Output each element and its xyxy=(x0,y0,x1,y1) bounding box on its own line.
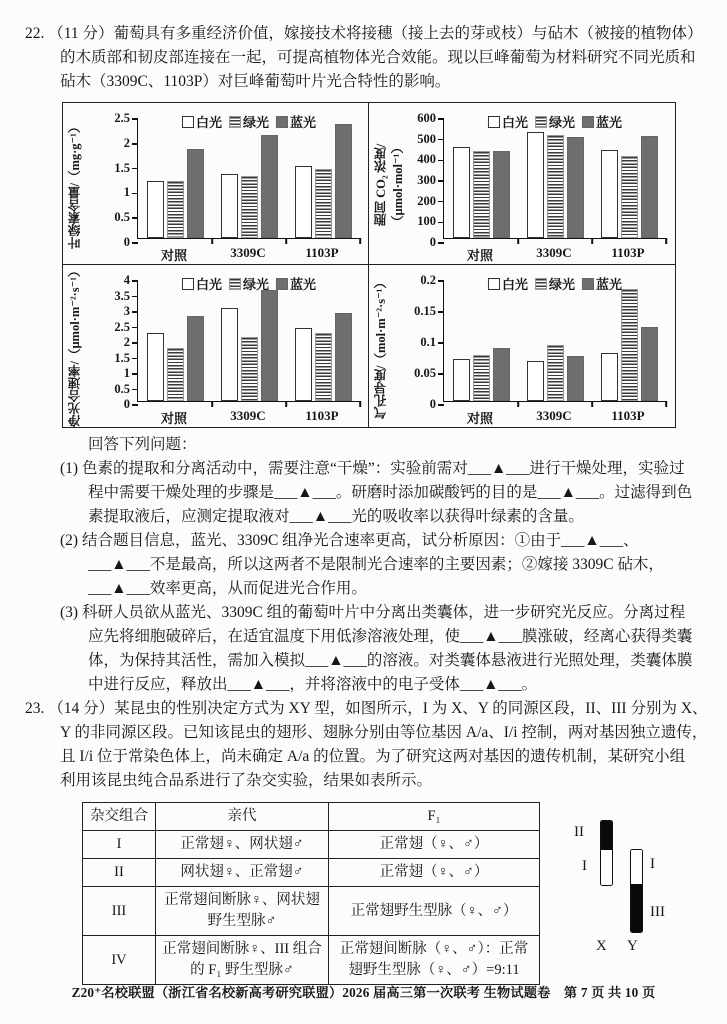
sub-question-line: (3) 科研人员欲从蓝光、3309C 组的葡萄叶片中分离出类囊体，进一步研究光反应。分离过程 xyxy=(60,604,686,621)
bar-white xyxy=(221,308,238,401)
bar-stripes xyxy=(621,289,638,401)
x-tick-mark xyxy=(517,238,519,244)
legend-swatch-stripes xyxy=(229,116,241,128)
legend-item xyxy=(535,274,575,293)
x-tick-mark xyxy=(665,238,667,244)
y-tick-label: 0.05 xyxy=(414,366,436,381)
x-nonhomologous-segment xyxy=(601,821,612,850)
legend xyxy=(488,112,622,131)
y-tick-label: 0 xyxy=(123,235,130,250)
sub-question-line: ___▲___不是最高，所以这两者不是限制光合速率的主要因素；②嫁接 3309C 砧木， xyxy=(88,556,664,573)
legend-label: 蓝光 xyxy=(596,115,623,130)
y-tick-label: 0 xyxy=(429,235,436,250)
question-22-sub2 xyxy=(60,529,727,601)
legend-label: 白光 xyxy=(501,115,528,130)
cross-id: IV xyxy=(83,936,156,985)
table-row xyxy=(83,887,540,936)
legend-swatch-white xyxy=(182,278,194,290)
table-header-row xyxy=(83,803,540,831)
table-row xyxy=(83,831,540,859)
question-23-line: 23. （14 分）某昆虫的性别决定方式为 XY 型，如图所示，I 为 X、Y 的同源区段，II、III 分别为 X、 xyxy=(25,700,708,717)
y-tick-mark xyxy=(438,180,444,182)
x-category-label: 3309C xyxy=(230,245,266,260)
x-category-label: 1103P xyxy=(305,245,339,260)
y-tick-label: 1 xyxy=(123,366,130,381)
question-22-sub3 xyxy=(60,601,727,697)
y-tick-label: 0.5 xyxy=(114,381,130,396)
bar-solid xyxy=(335,313,352,401)
bar-white xyxy=(453,359,470,401)
y-tick-label: 0 xyxy=(429,397,436,412)
f1-cell: 正常翅野生型脉（♀、♂） xyxy=(329,887,540,936)
y-tick-label: 1 xyxy=(123,185,130,200)
bar-white xyxy=(601,150,618,238)
x-tick-mark xyxy=(517,401,519,407)
bar-white xyxy=(295,166,312,238)
bar-group xyxy=(295,313,352,401)
y-tick-mark xyxy=(132,358,138,360)
legend-label: 绿光 xyxy=(242,115,270,130)
y-tick-label: 2 xyxy=(123,135,130,150)
y-tick-mark xyxy=(132,193,138,195)
bar-stripes xyxy=(241,337,258,401)
bar-group xyxy=(147,316,204,401)
y-tick-mark xyxy=(132,280,138,282)
y-tick-mark xyxy=(438,139,444,141)
col-header-cross: 杂交组合 xyxy=(83,803,156,831)
question-22-line: 的木质部和韧皮部连接在一起，可提高植物体光合效能。现以巨峰葡萄为材料研究不同光质和 xyxy=(60,49,696,66)
sub-question-line: 中进行反应，释放出___▲___，并将溶液中的电子受体___▲___。 xyxy=(88,676,538,693)
question-23-line: Y 的非同源区段。已知该昆虫的翅形、翅脉分别由等位基因 A/a、I/i 控制，两对基因独立遗传， xyxy=(60,724,708,741)
y-tick-label: 2.5 xyxy=(114,319,130,334)
y-tick-mark xyxy=(438,160,444,162)
x-axis-labels xyxy=(137,408,359,427)
legend-swatch-solid xyxy=(582,278,594,290)
bar-stripes xyxy=(167,181,184,238)
bar-stripes xyxy=(621,156,638,238)
y-homologous-segment xyxy=(631,850,642,884)
x-homologous-segment xyxy=(601,850,612,885)
x-tick-mark xyxy=(285,401,287,407)
segment-label-ii: II xyxy=(574,824,584,840)
bar-solid xyxy=(641,136,658,238)
y-axis-label: 叶绿素含量/（mg·g⁻¹） xyxy=(68,120,82,250)
bar-white xyxy=(601,353,618,401)
legend-item xyxy=(488,112,528,131)
y-nonhomologous-segment xyxy=(631,884,642,932)
y-tick-label: 2 xyxy=(123,335,130,350)
f1-cell: 正常翅（♀、♂） xyxy=(329,831,540,859)
chart-chlorophyll-content xyxy=(63,103,369,265)
bar-stripes xyxy=(547,345,564,401)
bar-solid xyxy=(261,290,278,401)
x-axis-labels xyxy=(137,245,359,264)
legend xyxy=(488,274,622,293)
x-category-label: 3309C xyxy=(536,408,572,423)
legend-label: 白光 xyxy=(195,115,222,130)
y-tick-mark xyxy=(438,118,444,120)
y-chromosome-label: Y xyxy=(627,938,638,954)
x-category-label: 对照 xyxy=(466,411,493,426)
bar-white xyxy=(147,181,164,238)
legend-swatch-solid xyxy=(276,278,288,290)
plot-area xyxy=(114,111,360,250)
x-tick-mark xyxy=(285,238,287,244)
f1-cell: 正常翅间断脉（♀、♂）：正常翅野生型脉（♀、♂）=9:11 xyxy=(329,936,540,985)
y-tick-mark xyxy=(438,222,444,224)
bar-solid xyxy=(493,348,510,401)
legend-label: 蓝光 xyxy=(596,277,623,292)
bar-white xyxy=(453,147,470,238)
legend-swatch-stripes xyxy=(535,116,547,128)
y-tick-mark xyxy=(438,342,444,344)
x-tick-mark xyxy=(211,401,213,407)
legend-label: 绿光 xyxy=(242,277,270,292)
y-chromosome xyxy=(630,849,643,933)
bar-stripes xyxy=(547,135,564,238)
bar-group xyxy=(221,135,278,238)
y-tick-mark xyxy=(132,242,138,244)
x-axis-labels xyxy=(443,245,665,264)
y-tick-mark xyxy=(438,280,444,282)
y-axis-label: 胞间 CO₂ 浓度/（μmol·mol⁻¹） xyxy=(374,141,405,229)
y-tick-mark xyxy=(132,118,138,120)
y-tick-label: 200 xyxy=(417,193,436,208)
legend-swatch-stripes xyxy=(535,278,547,290)
parents-cell: 网状翅♀、正常翅♂ xyxy=(156,859,329,887)
x-category-label: 1103P xyxy=(611,408,645,423)
legend-label: 绿光 xyxy=(548,115,576,130)
y-tick-label: 500 xyxy=(417,131,436,146)
legend-swatch-stripes xyxy=(229,278,241,290)
legend-label: 蓝光 xyxy=(290,277,317,292)
bar-group xyxy=(147,149,204,238)
plot-area xyxy=(417,111,666,250)
legend-swatch-white xyxy=(488,116,500,128)
question-22-intro xyxy=(25,22,713,94)
bar-stripes xyxy=(473,355,490,402)
bar-stripes xyxy=(167,348,184,401)
col-header-f1: F₁ xyxy=(329,803,540,831)
col-header-parents: 亲代 xyxy=(156,803,329,831)
bar-solid xyxy=(261,135,278,238)
question-23-intro xyxy=(25,697,713,793)
y-tick-label: 100 xyxy=(417,214,436,229)
bar-solid xyxy=(567,356,584,401)
bar-stripes xyxy=(241,176,258,238)
bar-solid xyxy=(641,327,658,401)
bar-group xyxy=(295,124,352,238)
segment-label-iii: III xyxy=(650,904,665,920)
parents-cell: 正常翅♀、网状翅♂ xyxy=(156,831,329,859)
parents-cell: 正常翅间断脉♀、网状翅野生型脉♂ xyxy=(156,887,329,936)
x-tick-mark xyxy=(591,238,593,244)
legend-label: 白光 xyxy=(501,277,528,292)
chart-net-photosynthesis xyxy=(63,265,369,427)
sub-question-line: (1) 色素的提取和分离活动中，需要注意“干燥”：实验前需对___▲___进行干燥处理，实验过 xyxy=(60,460,685,477)
plot-area xyxy=(114,273,360,412)
segment-label-i-x: I xyxy=(582,858,587,874)
legend-swatch-white xyxy=(488,278,500,290)
question-23-line: 且 I/i 位于常染色体上，尚未确定 A/a 的位置。为了研究这两对基因的遗传机制，某研究小组 xyxy=(60,748,686,765)
x-category-label: 3309C xyxy=(536,245,572,260)
y-tick-mark xyxy=(438,404,444,406)
bar-white xyxy=(221,174,238,238)
cross-id: I xyxy=(83,831,156,859)
legend-label: 蓝光 xyxy=(290,115,317,130)
x-tick-mark xyxy=(591,401,593,407)
bar-group xyxy=(601,136,658,238)
legend-item xyxy=(582,112,622,131)
y-tick-mark xyxy=(132,327,138,329)
x-category-label: 对照 xyxy=(160,411,187,426)
y-tick-mark xyxy=(438,242,444,244)
y-tick-mark xyxy=(132,296,138,298)
legend-item xyxy=(535,112,575,131)
table-row xyxy=(83,859,540,887)
y-tick-mark xyxy=(132,311,138,313)
legend-label: 绿光 xyxy=(548,277,576,292)
legend xyxy=(182,112,316,131)
x-chromosome xyxy=(600,820,613,886)
legend-item xyxy=(582,274,622,293)
x-axis-labels xyxy=(443,408,665,427)
y-tick-label: 2.5 xyxy=(114,111,130,126)
y-tick-mark xyxy=(438,373,444,375)
y-tick-label: 300 xyxy=(417,173,436,188)
bar-group xyxy=(453,147,510,238)
parents-cell: 正常翅间断脉♀、III 组合的 F₁ 野生型脉♂ xyxy=(156,936,329,985)
y-tick-label: 600 xyxy=(417,111,436,126)
legend-item xyxy=(276,274,316,293)
chart-intercellular-co2 xyxy=(369,103,675,265)
x-category-label: 1103P xyxy=(611,245,645,260)
x-category-label: 3309C xyxy=(230,408,266,423)
legend-item xyxy=(229,274,269,293)
legend-item xyxy=(488,274,528,293)
y-tick-label: 4 xyxy=(123,273,130,288)
chart-grid xyxy=(62,102,676,428)
y-tick-label: 0 xyxy=(123,397,130,412)
legend-swatch-solid xyxy=(582,116,594,128)
x-tick-mark xyxy=(359,238,361,244)
sub-question-line: 应先将细胞破碎后，在适宜温度下用低渗溶液处理，使___▲___膜涨破，经离心获得类囊 xyxy=(88,628,693,645)
cross-id: III xyxy=(83,887,156,936)
legend-swatch-solid xyxy=(276,116,288,128)
y-axis-label: 净光合速率/（μmol·m⁻²·s⁻¹） xyxy=(68,264,82,427)
x-tick-mark xyxy=(211,238,213,244)
y-tick-label: 1.5 xyxy=(114,160,130,175)
bar-white xyxy=(147,333,164,401)
legend-label: 白光 xyxy=(195,277,222,292)
question-22-line: 砧木（3309C、1103P）对巨峰葡萄叶片光合特性的影响。 xyxy=(60,73,451,90)
y-tick-label: 400 xyxy=(417,152,436,167)
bar-stripes xyxy=(315,333,332,401)
bar-solid xyxy=(567,137,584,238)
legend-item xyxy=(182,112,222,131)
y-tick-label: 0.1 xyxy=(420,335,436,350)
bar-white xyxy=(295,328,312,401)
y-tick-label: 3 xyxy=(123,304,130,319)
plot-area xyxy=(414,273,666,412)
x-category-label: 1103P xyxy=(305,408,339,423)
y-tick-mark xyxy=(132,342,138,344)
cross-id: II xyxy=(83,859,156,887)
sub-question-line: 体，为保持其活性，需加入模拟___▲___的溶液。对类囊体悬液进行光照处理，类囊体膜 xyxy=(88,652,693,669)
bar-group xyxy=(453,348,510,401)
x-tick-mark xyxy=(665,401,667,407)
y-tick-label: 3.5 xyxy=(114,288,130,303)
x-chromosome-label: X xyxy=(596,938,607,954)
bar-stripes xyxy=(315,169,332,238)
bar-solid xyxy=(187,149,204,238)
legend-item xyxy=(229,112,269,131)
bar-group xyxy=(221,290,278,401)
legend-swatch-white xyxy=(182,116,194,128)
y-tick-mark xyxy=(132,143,138,145)
bar-stripes xyxy=(473,151,490,238)
legend-item xyxy=(276,112,316,131)
x-category-label: 对照 xyxy=(466,248,493,263)
y-tick-mark xyxy=(132,373,138,375)
table-row xyxy=(83,936,540,985)
answer-prompt: 回答下列问题： xyxy=(88,436,197,453)
bar-group xyxy=(527,132,584,238)
bar-group xyxy=(527,345,584,401)
sub-question-line: (2) 结合题目信息，蓝光、3309C 组净光合速率更高，试分析原因：①由于___▲___、 xyxy=(60,532,639,549)
x-category-label: 对照 xyxy=(160,248,187,263)
y-tick-mark xyxy=(132,168,138,170)
f1-cell: 正常翅（♀、♂） xyxy=(329,859,540,887)
bar-group xyxy=(601,289,658,401)
y-axis-label: 气孔导度/（mol·m⁻²·s⁻¹） xyxy=(374,276,388,419)
bar-white xyxy=(527,361,544,401)
question-23-line: 利用该昆虫纯合品系进行了杂交实验，结果如表所示。 xyxy=(60,772,433,789)
question-22-line: 22. （11 分）葡萄具有多重经济价值，嫁接技术将接穗（接上去的芽或枝）与砧木（被接的植物体） xyxy=(25,25,703,42)
sub-question-line: ___▲___效率更高，从而促进光合作用。 xyxy=(88,580,367,597)
y-tick-label: 0.15 xyxy=(414,304,436,319)
chromosome-diagram xyxy=(564,808,689,968)
x-tick-mark xyxy=(359,401,361,407)
y-tick-mark xyxy=(438,201,444,203)
legend-item xyxy=(182,274,222,293)
segment-label-i-y: I xyxy=(650,856,655,872)
bar-solid xyxy=(493,151,510,238)
legend xyxy=(182,274,316,293)
page-footer: Z20⁺名校联盟（浙江省名校新高考研究联盟）2026 届高三第一次联考 生物试题卷 第 7 页 共 10 页 xyxy=(71,985,656,1000)
bar-white xyxy=(527,132,544,238)
question-22-sub1 xyxy=(60,457,727,529)
sub-question-line: 程中需要干燥处理的步骤是___▲___。研磨时添加碳酸钙的目的是___▲___。过滤得到色 xyxy=(88,484,693,501)
y-tick-label: 0.5 xyxy=(114,210,130,225)
y-tick-mark xyxy=(132,389,138,391)
y-tick-label: 1.5 xyxy=(114,350,130,365)
chart-stomatal-conductance xyxy=(369,265,675,427)
sub-question-line: 素提取液后，应测定提取液对___▲___光的吸收率以获得叶绿素的含量。 xyxy=(88,508,584,525)
y-tick-mark xyxy=(132,217,138,219)
y-tick-mark xyxy=(132,404,138,406)
y-tick-label: 0.2 xyxy=(420,273,436,288)
bar-solid xyxy=(335,124,352,238)
cross-results-table xyxy=(82,802,540,985)
y-tick-mark xyxy=(438,311,444,313)
bar-solid xyxy=(187,316,204,401)
